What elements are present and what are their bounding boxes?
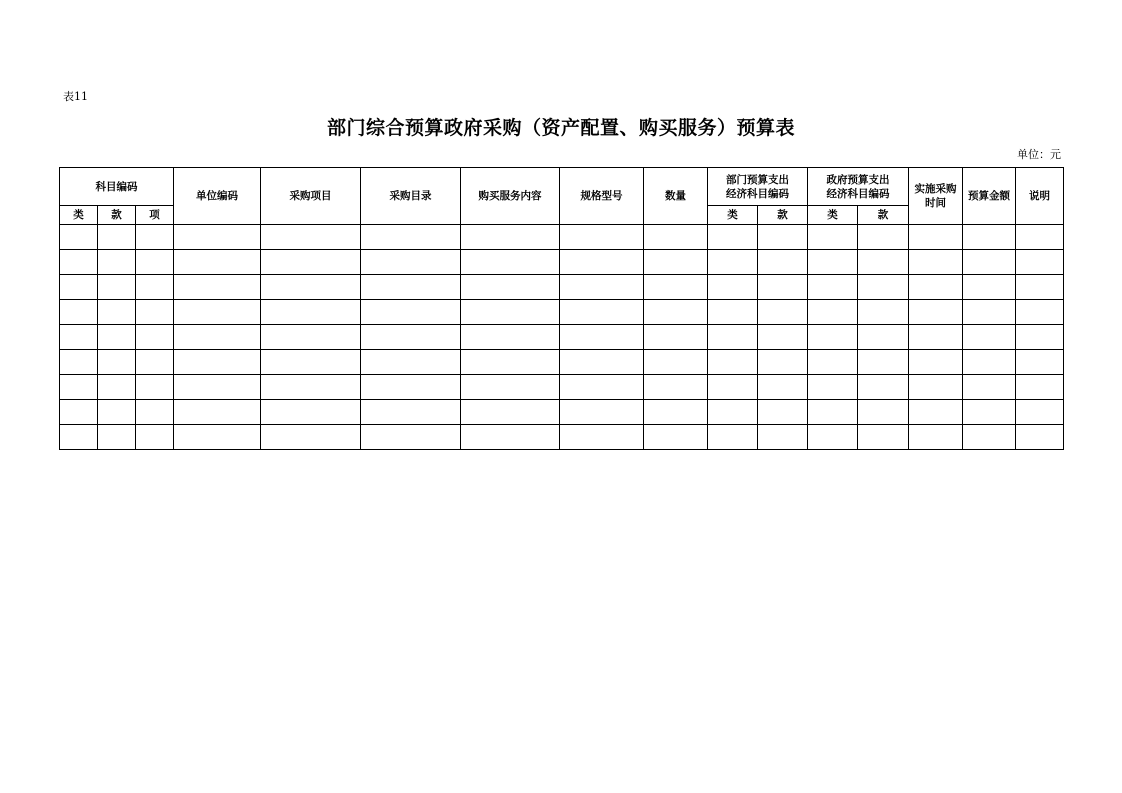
table-cell[interactable] — [758, 275, 808, 300]
table-cell[interactable] — [98, 425, 136, 450]
table-cell[interactable] — [909, 375, 963, 400]
table-cell[interactable] — [261, 350, 361, 375]
table-cell[interactable] — [174, 425, 261, 450]
table-cell[interactable] — [98, 350, 136, 375]
table-cell[interactable] — [644, 425, 708, 450]
table-cell[interactable] — [909, 400, 963, 425]
table-cell[interactable] — [60, 225, 98, 250]
table-cell[interactable] — [261, 275, 361, 300]
table-cell[interactable] — [644, 275, 708, 300]
table-cell[interactable] — [261, 300, 361, 325]
table-cell[interactable] — [560, 250, 644, 275]
header-quantity: 数量 — [644, 168, 708, 225]
table-cell[interactable] — [361, 425, 461, 450]
table-cell[interactable] — [1016, 250, 1064, 275]
table-cell[interactable] — [758, 425, 808, 450]
header-subject-code: 科目编码 — [60, 168, 174, 206]
table-cell[interactable] — [461, 375, 560, 400]
table-cell[interactable] — [60, 375, 98, 400]
table-cell[interactable] — [136, 350, 174, 375]
header-procurement-item: 采购项目 — [261, 168, 361, 225]
table-cell[interactable] — [1016, 325, 1064, 350]
table-row — [60, 325, 1064, 350]
table-cell[interactable] — [461, 300, 560, 325]
table-cell[interactable] — [136, 275, 174, 300]
table-cell[interactable] — [808, 400, 858, 425]
header-remarks: 说明 — [1016, 168, 1064, 225]
table-cell[interactable] — [644, 250, 708, 275]
table-cell[interactable] — [808, 375, 858, 400]
table-cell[interactable] — [708, 375, 758, 400]
header-subject-kuan: 款 — [98, 206, 136, 225]
table-cell[interactable] — [758, 300, 808, 325]
header-subject-lei: 类 — [60, 206, 98, 225]
table-cell[interactable] — [858, 350, 909, 375]
table-cell[interactable] — [261, 425, 361, 450]
table-cell[interactable] — [808, 350, 858, 375]
table-cell[interactable] — [461, 275, 560, 300]
table-cell[interactable] — [758, 225, 808, 250]
table-cell[interactable] — [560, 400, 644, 425]
table-cell[interactable] — [909, 325, 963, 350]
header-impl-time — [909, 168, 963, 225]
header-dept-econ-line2: 经济科目编码 — [726, 187, 789, 200]
header-subject-xiang: 项 — [136, 206, 174, 225]
header-gov-econ-line1: 政府预算支出 — [826, 173, 890, 186]
table-row — [60, 375, 1064, 400]
table-cell[interactable] — [909, 300, 963, 325]
table-cell[interactable] — [98, 275, 136, 300]
table-cell[interactable] — [1016, 425, 1064, 450]
table-cell[interactable] — [174, 300, 261, 325]
table-cell[interactable] — [361, 375, 461, 400]
table-cell[interactable] — [644, 300, 708, 325]
table-cell[interactable] — [644, 400, 708, 425]
header-procurement-catalog: 采购目录 — [361, 168, 461, 225]
table-cell[interactable] — [98, 325, 136, 350]
table-cell[interactable] — [1016, 375, 1064, 400]
budget-table — [59, 167, 1064, 450]
table-cell[interactable] — [758, 375, 808, 400]
table-row — [60, 350, 1064, 375]
table-cell[interactable] — [708, 400, 758, 425]
table-row — [60, 250, 1064, 275]
table-cell[interactable] — [909, 350, 963, 375]
header-unit-code: 单位编码 — [174, 168, 261, 225]
table-cell[interactable] — [261, 400, 361, 425]
table-cell[interactable] — [174, 225, 261, 250]
table-cell[interactable] — [174, 375, 261, 400]
table-cell[interactable] — [963, 350, 1016, 375]
table-cell[interactable] — [361, 350, 461, 375]
table-cell[interactable] — [644, 325, 708, 350]
table-cell[interactable] — [758, 325, 808, 350]
header-impl-time-line2: 时间 — [925, 197, 946, 209]
header-gov-econ-code — [808, 168, 909, 206]
table-row — [60, 400, 1064, 425]
table-cell[interactable] — [174, 250, 261, 275]
table-cell[interactable] — [858, 375, 909, 400]
table-cell[interactable] — [858, 225, 909, 250]
table-cell[interactable] — [136, 425, 174, 450]
table-cell[interactable] — [136, 300, 174, 325]
table-cell[interactable] — [644, 350, 708, 375]
table-cell[interactable] — [136, 375, 174, 400]
table-cell[interactable] — [136, 250, 174, 275]
header-dept-kuan: 款 — [758, 206, 808, 225]
table-cell[interactable] — [1016, 225, 1064, 250]
table-row — [60, 425, 1064, 450]
table-cell[interactable] — [560, 425, 644, 450]
header-spec-model: 规格型号 — [560, 168, 644, 225]
table-cell[interactable] — [708, 275, 758, 300]
table-cell[interactable] — [60, 275, 98, 300]
table-number: 表11 — [63, 90, 88, 103]
table-cell[interactable] — [963, 300, 1016, 325]
table-cell[interactable] — [858, 425, 909, 450]
header-dept-lei: 类 — [708, 206, 758, 225]
table-cell[interactable] — [1016, 275, 1064, 300]
table-cell[interactable] — [60, 350, 98, 375]
table-cell[interactable] — [560, 300, 644, 325]
table-cell[interactable] — [808, 225, 858, 250]
table-cell[interactable] — [361, 325, 461, 350]
table-cell[interactable] — [361, 400, 461, 425]
table-cell[interactable] — [361, 250, 461, 275]
table-cell[interactable] — [60, 300, 98, 325]
table-cell[interactable] — [808, 325, 858, 350]
table-cell[interactable] — [644, 225, 708, 250]
header-dept-econ-line1: 部门预算支出 — [726, 173, 789, 186]
page-title: 部门综合预算政府采购（资产配置、购买服务）预算表 — [326, 117, 795, 139]
table-cell[interactable] — [1016, 350, 1064, 375]
table-cell[interactable] — [858, 325, 909, 350]
table-cell[interactable] — [136, 225, 174, 250]
table-cell[interactable] — [136, 400, 174, 425]
table-cell[interactable] — [708, 325, 758, 350]
table-cell[interactable] — [963, 325, 1016, 350]
table-cell[interactable] — [98, 225, 136, 250]
table-row — [60, 275, 1064, 300]
table-cell[interactable] — [60, 400, 98, 425]
table-cell[interactable] — [174, 400, 261, 425]
table-cell[interactable] — [261, 325, 361, 350]
table-cell[interactable] — [461, 250, 560, 275]
table-cell[interactable] — [858, 275, 909, 300]
table-cell[interactable] — [60, 425, 98, 450]
table-body — [60, 225, 1064, 450]
table-cell[interactable] — [909, 225, 963, 250]
header-gov-kuan: 款 — [858, 206, 909, 225]
table-cell[interactable] — [758, 400, 808, 425]
table-cell[interactable] — [361, 225, 461, 250]
table-cell[interactable] — [60, 250, 98, 275]
table-cell[interactable] — [560, 225, 644, 250]
header-impl-time-line1: 实施采购 — [914, 183, 957, 195]
table-cell[interactable] — [174, 275, 261, 300]
table-cell[interactable] — [808, 250, 858, 275]
table-cell[interactable] — [708, 250, 758, 275]
table-row — [60, 300, 1064, 325]
table-cell[interactable] — [560, 350, 644, 375]
table-cell[interactable] — [909, 275, 963, 300]
table-cell[interactable] — [261, 225, 361, 250]
table-cell[interactable] — [361, 300, 461, 325]
header-gov-lei: 类 — [808, 206, 858, 225]
table-cell[interactable] — [261, 375, 361, 400]
header-budget-amount: 预算金额 — [963, 168, 1016, 225]
table-cell[interactable] — [708, 425, 758, 450]
header-service-content: 购买服务内容 — [461, 168, 560, 225]
table-cell[interactable] — [909, 425, 963, 450]
table-cell[interactable] — [560, 325, 644, 350]
table-cell[interactable] — [98, 375, 136, 400]
table-cell[interactable] — [808, 275, 858, 300]
table-cell[interactable] — [858, 400, 909, 425]
table-cell[interactable] — [174, 350, 261, 375]
table-cell[interactable] — [963, 225, 1016, 250]
table-cell[interactable] — [60, 325, 98, 350]
table-cell[interactable] — [1016, 400, 1064, 425]
table-cell[interactable] — [963, 425, 1016, 450]
table-cell[interactable] — [98, 300, 136, 325]
table-cell[interactable] — [909, 250, 963, 275]
table-cell[interactable] — [858, 250, 909, 275]
table-cell[interactable] — [963, 250, 1016, 275]
table-cell[interactable] — [708, 350, 758, 375]
table-cell[interactable] — [1016, 300, 1064, 325]
table-cell[interactable] — [808, 300, 858, 325]
unit-label: 单位：元 — [1017, 148, 1061, 161]
table-cell[interactable] — [361, 275, 461, 300]
table-cell[interactable] — [963, 275, 1016, 300]
table-row — [60, 225, 1064, 250]
table-cell[interactable] — [963, 400, 1016, 425]
table-cell[interactable] — [461, 350, 560, 375]
table-cell[interactable] — [461, 325, 560, 350]
table-cell[interactable] — [560, 275, 644, 300]
table-cell[interactable] — [98, 250, 136, 275]
table-cell[interactable] — [963, 375, 1016, 400]
table-cell[interactable] — [758, 250, 808, 275]
table-cell[interactable] — [461, 425, 560, 450]
header-dept-econ-code — [708, 168, 808, 206]
table-cell[interactable] — [136, 325, 174, 350]
table-cell[interactable] — [261, 250, 361, 275]
table-cell[interactable] — [461, 400, 560, 425]
table-cell[interactable] — [98, 400, 136, 425]
table-cell[interactable] — [461, 225, 560, 250]
table-cell[interactable] — [708, 300, 758, 325]
table-cell[interactable] — [858, 300, 909, 325]
table-cell[interactable] — [560, 375, 644, 400]
header-gov-econ-line2: 经济科目编码 — [826, 187, 890, 200]
table-cell[interactable] — [174, 325, 261, 350]
table-cell[interactable] — [644, 375, 708, 400]
table-cell[interactable] — [808, 425, 858, 450]
table-cell[interactable] — [758, 350, 808, 375]
table-cell[interactable] — [708, 225, 758, 250]
